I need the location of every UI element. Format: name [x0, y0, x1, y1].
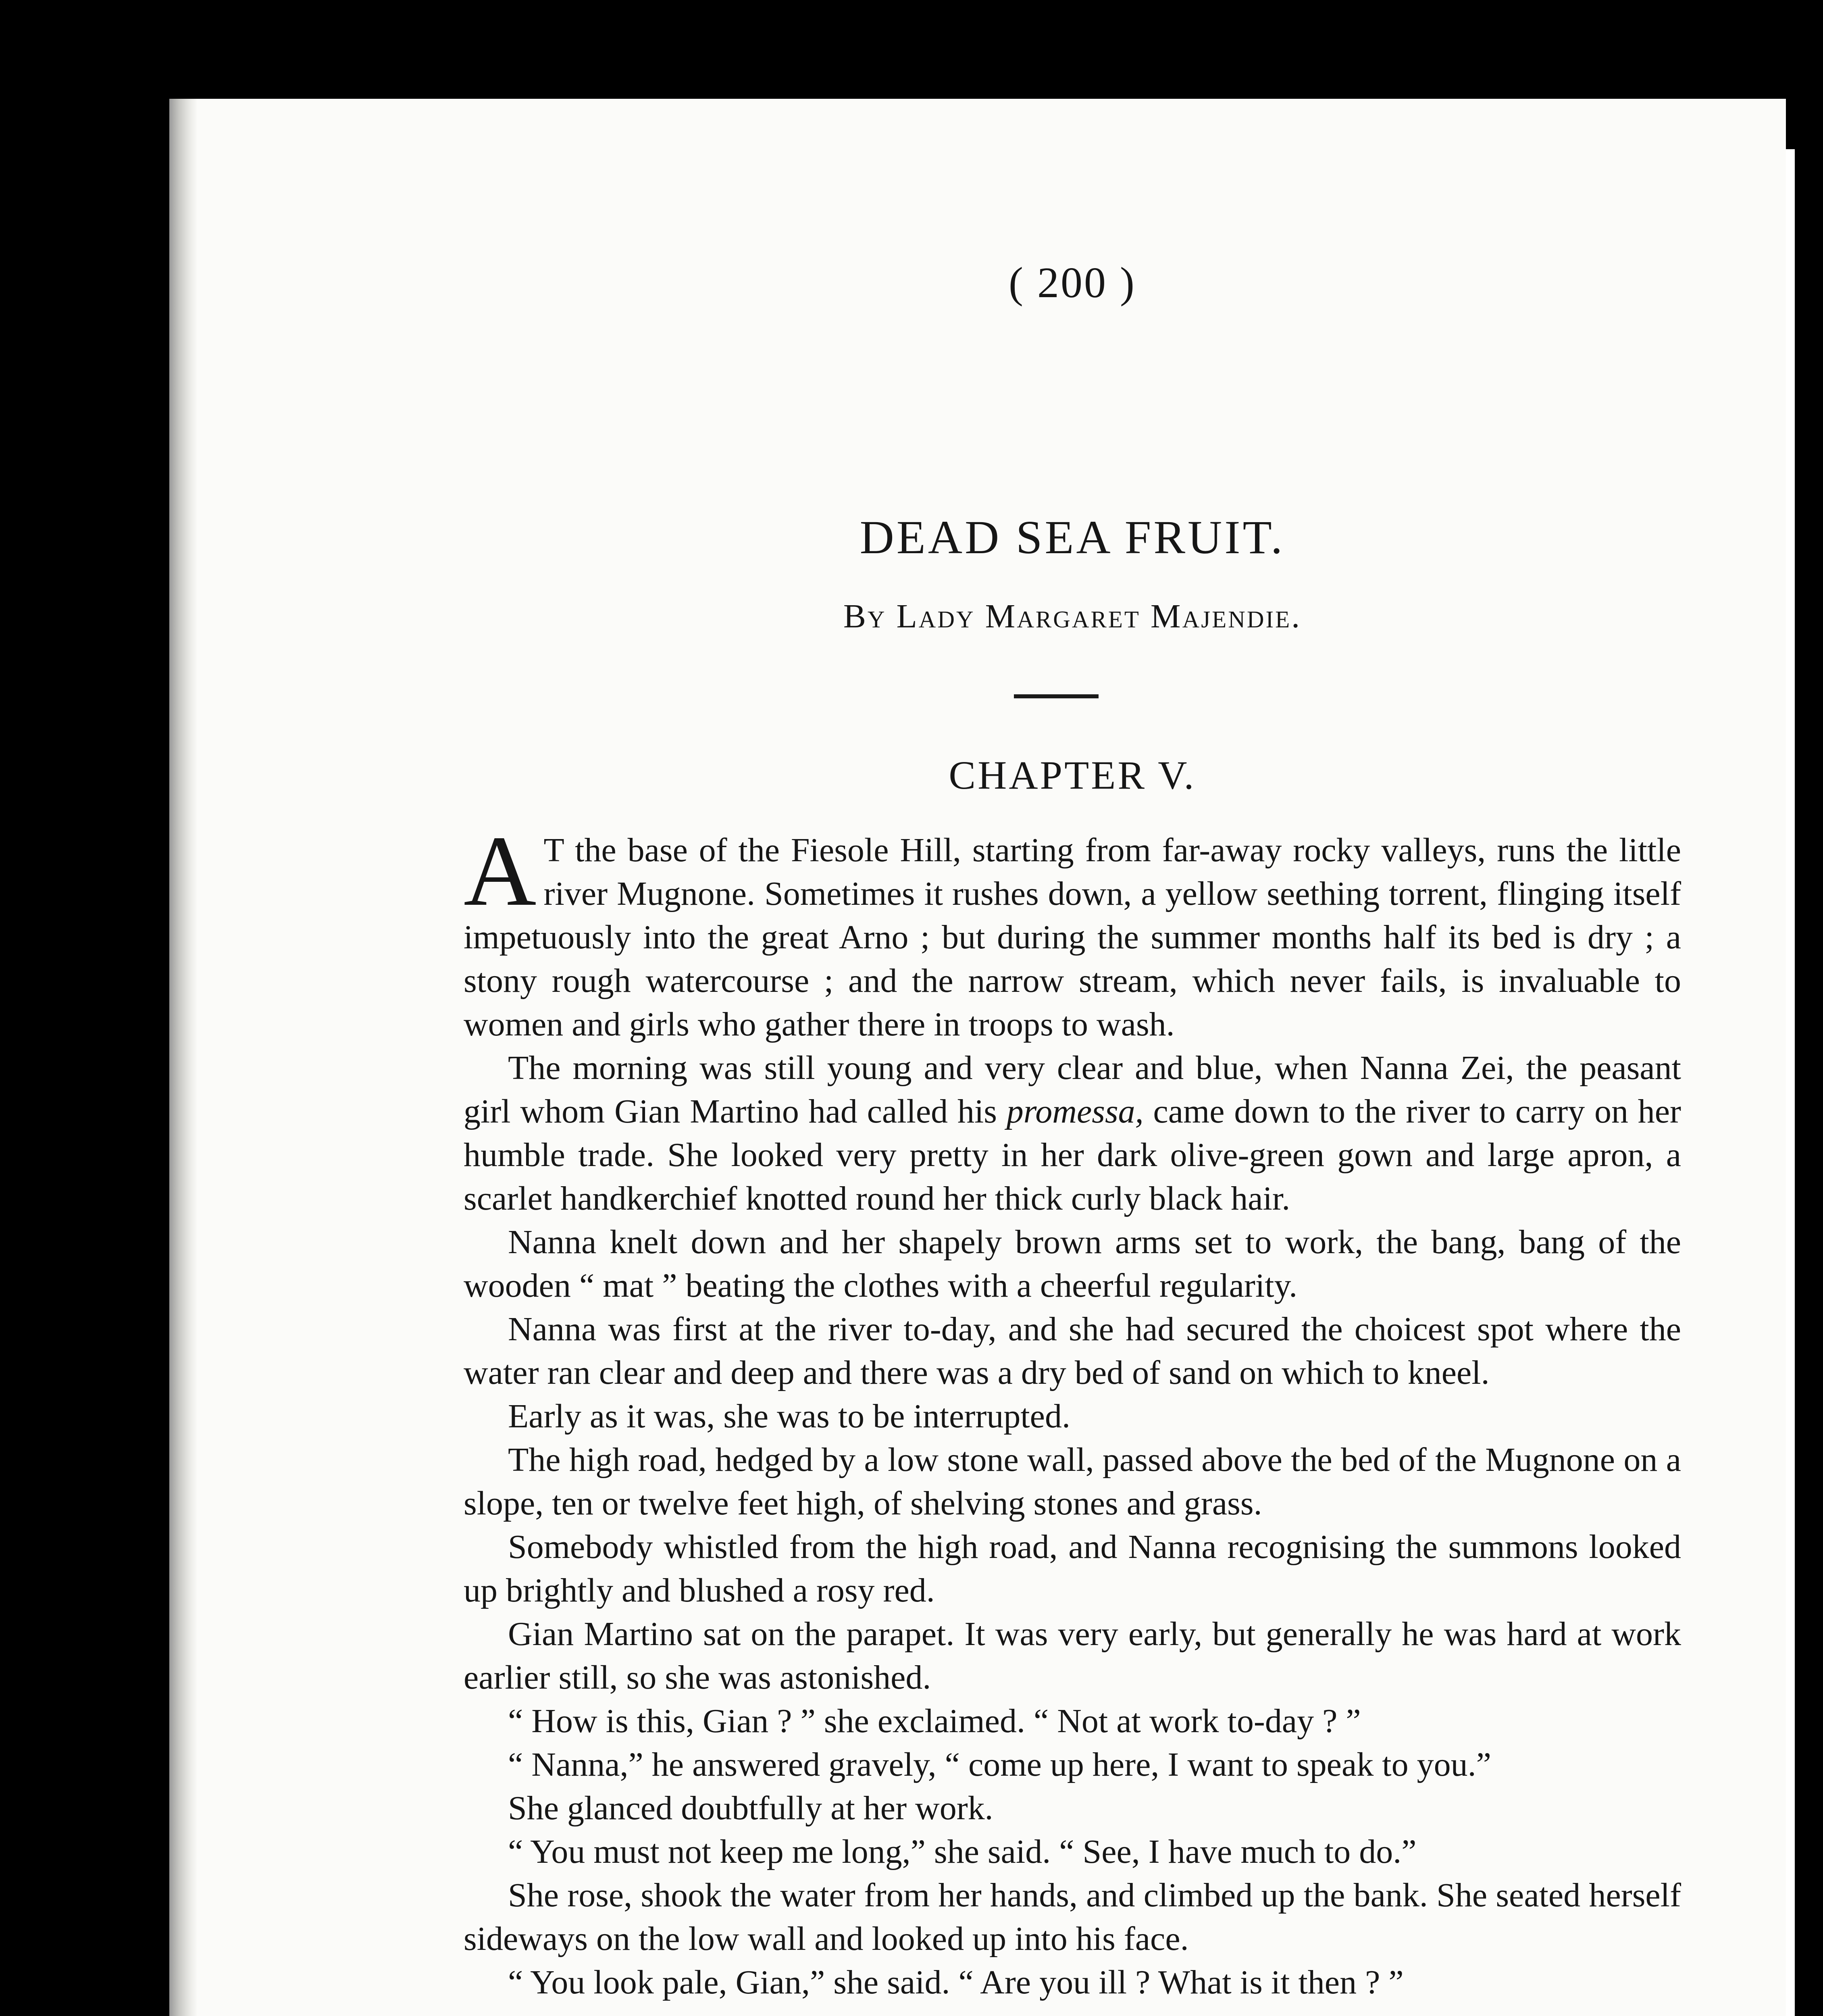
paragraph: “ How is this, Gian ? ” she exclaimed. “ Not at work to-day ? ”	[508, 1702, 1361, 1740]
paragraph: Somebody whistled from the high road, and Nanna recognising the summons looked up brightly and blushed a rosy red.	[464, 1528, 1681, 1609]
page-number: ( 200 )	[1009, 259, 1136, 307]
facing-page-edge	[1786, 149, 1795, 2016]
paragraph-text: came down to the river to carry on her humble trade. She looked very pretty in her dark olive-green gown and large apron, a scarlet handkerchief knotted round her thick curly black hair.	[464, 1093, 1681, 1217]
paragraph: “ You must not keep me long,” she said. “ See, I have much to do.”	[508, 1833, 1417, 1870]
paragraph: “ You look pale, Gian,” she said. “ Are you ill ? What is it then ? ”	[508, 1964, 1404, 2001]
paragraph-text: The morning was still young and very clear and blue, when Nanna Zei, the peasant girl whom Gian Martino had called his	[464, 1049, 1681, 1130]
paragraph: Gian Martino sat on the parapet. It was very early, but generally he was hard at work earlier still, so she was astonished.	[464, 1615, 1681, 1696]
paragraph-text: T the base of the Fiesole Hill, starting from far-away rocky valleys, runs the little river Mugnone. Sometimes it rushes down, a yellow seething torrent, flinging itself impetuously into the great Arno ; but during the summer months half its bed is dry ; a stony rough watercourse ; and the narrow stream, which never fails, is invaluable to women and girls who gather there in troops to wash.	[464, 831, 1681, 1043]
paragraph: Early as it was, she was to be interrupted.	[508, 1397, 1070, 1435]
drop-cap: A	[464, 815, 537, 927]
italic-word: promessa,	[1006, 1093, 1144, 1130]
paragraph: She glanced doubtfully at her work.	[508, 1789, 993, 1827]
paragraph: Nanna was first at the river to-day, and she had secured the choicest spot where the water ran clear and deep and there was a dry bed of sand on which to kneel.	[464, 1310, 1681, 1391]
paragraph: She rose, shook the water from her hands, and climbed up the bank. She seated herself sideways on the low wall and looked up into his face.	[464, 1876, 1681, 1958]
paragraph: Nanna knelt down and her shapely brown arms set to work, the bang, bang of the wooden “ mat ” beating the clothes with a cheerful regularity.	[464, 1223, 1681, 1304]
paragraph	[464, 815, 1681, 1046]
paragraph: The high road, hedged by a low stone wall, passed above the bed of the Mugnone on a slope, ten or twelve feet high, of shelving stones and grass.	[464, 1441, 1681, 1522]
paragraph	[464, 1046, 1681, 1220]
body-text	[464, 815, 1681, 2004]
title-divider	[1014, 694, 1099, 698]
paragraph: “ Nanna,” he answered gravely, “ come up here, I want to speak to you.”	[508, 1746, 1491, 1783]
page-binding-shadow	[169, 99, 198, 2016]
author-byline: By Lady Margaret Majendie.	[843, 598, 1302, 635]
story-title: DEAD SEA FRUIT.	[859, 511, 1285, 564]
chapter-heading: CHAPTER V.	[949, 753, 1196, 798]
